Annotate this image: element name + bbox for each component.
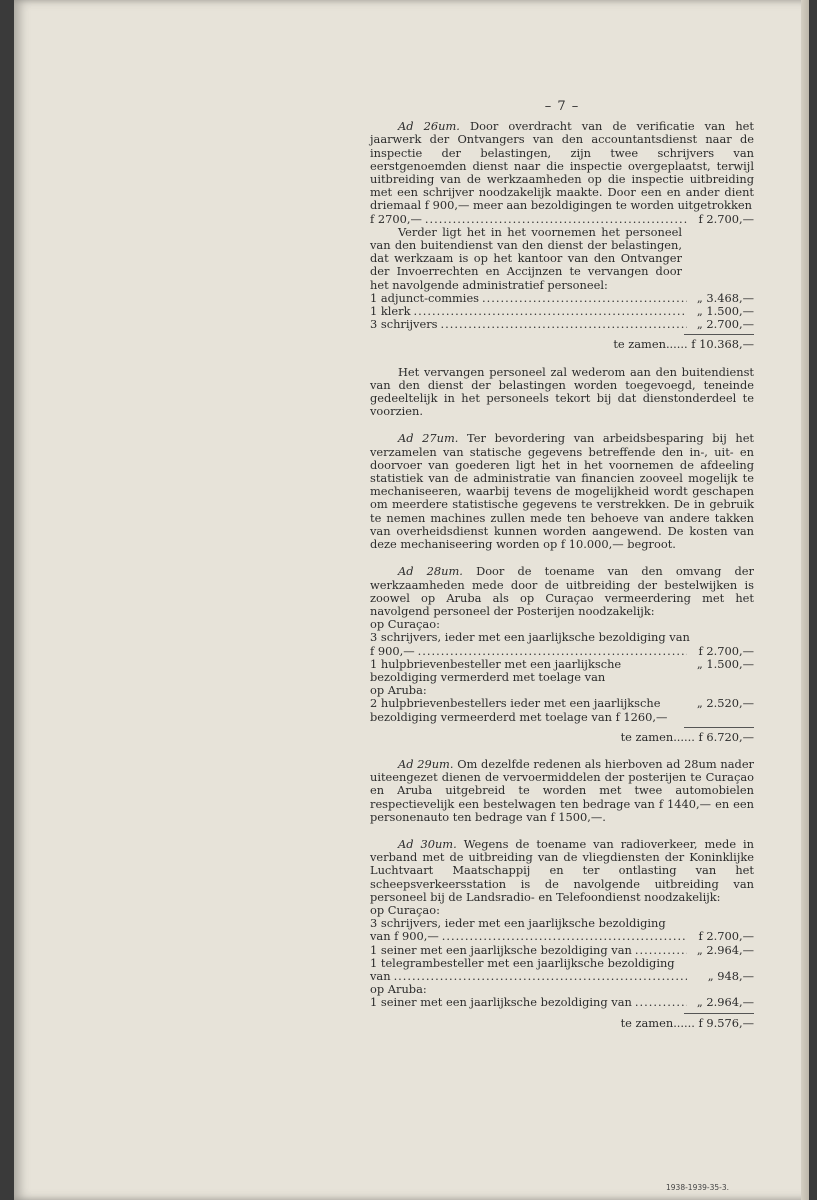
staff-list: [370, 292, 754, 332]
paragraph-29: Ad 29um. Om dezelfde redenen als hierboven ad 28um nader uiteengezet dienen de vervoermiddelen der posterijen te Curaçao en Aruba uitgebreid te worden met twee automobielen respectievelijk een bestelwagen ten bedrage van f 1440,— en een personenauto ten bedrage van f 1500,—.: [370, 756, 755, 824]
paragraph-lead: Ad 29um.: [398, 756, 454, 771]
list-item: 1 klerk ..... „ 1.500,—: [370, 305, 754, 318]
page-number: – 7 –: [544, 99, 580, 114]
location-heading: op Aruba:: [370, 982, 427, 997]
amount-line: van f 900,— ..... f 2.700,—: [370, 930, 754, 943]
amount-line: van ..... „ 948,—: [370, 970, 754, 983]
list-item: 1 adjunct-commies ..... „ 3.468,—: [370, 292, 754, 305]
paragraph-30: Ad 30um. Wegens de toename van radioverkeer, mede in verband met de uitbreiding van de vliegdiensten der Koninklijke Luchtvaart Maatschappij en ter ontlasting van het scheepsverkeersstation is de navolgende uitbreiding van personeel bij de Landsradio- en Telefoondienst noodzakelijk:: [370, 836, 755, 904]
list-item: 1 telegrambesteller met een jaarlijksche bezoldiging: [370, 955, 675, 970]
list-item: 3 schrijvers, ieder met een jaarlijksche bezoldiging: [370, 916, 666, 931]
list-item: 3 schrijvers ..... „ 2.700,—: [370, 318, 754, 331]
total-line: te zamen...... f 6.720,—: [620, 729, 754, 744]
paragraph-28: Ad 28um. Door de toename van den omvang der werkzaamheden mede door de uitbreiding der bestelwijken is zoowel op Aruba als op Curaçao vermeerdering met het navolgend personeel der Posterijen noodzakelijk:: [370, 564, 754, 618]
total-line: te zamen...... f 10.368,—: [613, 337, 754, 352]
amount-line: 1 seiner met een jaarlijksche bezoldiging van ..... „ 2.964,—: [370, 944, 754, 957]
location-heading: op Curaçao:: [370, 902, 440, 917]
page-body: [370, 100, 754, 1030]
total-line: te zamen...... f 9.576,—: [620, 1015, 754, 1030]
amount-line: 1 hulpbrievenbesteller met een jaarlijksche bezoldiging vermerderd met toelage van „ 1.500,—: [370, 656, 754, 684]
paragraph-lead: Ad 26um.: [398, 119, 460, 134]
paragraph-lead: Ad 28um.: [398, 564, 463, 579]
paragraph-lead: Ad 27um.: [398, 431, 459, 446]
sum-rule: [684, 727, 754, 728]
paragraph-verder: Verder ligt het in het voornemen het personeel van den buitendienst van den dienst der belastingen, dat werkzaam is op het kantoor van den Ontvanger der Invoerrechten en Accijnzen te vervangen door het navolgende administratief personeel:: [370, 224, 682, 292]
printer-code: 1938-1939-35-3.: [666, 1183, 729, 1192]
paragraph-lead: Ad 30um.: [398, 836, 457, 851]
sum-rule: [684, 334, 754, 335]
amount-line: f 2700,— ..... f 2.700,—: [370, 213, 754, 226]
document-page: [14, 0, 809, 1200]
sum-rule: [684, 1013, 754, 1014]
page-edge: [801, 0, 809, 1200]
location-heading: op Aruba:: [370, 683, 427, 698]
paragraph-26: Ad 26um. Door overdracht van de verificatie van het jaarwerk der Ontvangers van den accountantsdienst naar de inspectie der belastingen, zijn twee schrijvers van eerstgenoemden dienst naar die inspectie overgeplaatst, terwijl uitbreiding van de werkzaamheden op die inspectie uitbreiding met een schrijver noodzakelijk maakte. Door een en ander dient driemaal f 900,— meer aan bezoldigingen te worden uitgetrokken: [370, 119, 755, 213]
paragraph-27: Ad 27um. Ter bevordering van arbeidsbesparing bij het verzamelen van statische gegevens betreffende den in-, uit- en doorvoer van goederen ligt het in het voornemen de afdeeling statistiek van de administratie van financien zooveel mogelijk te mechaniseeren, waarbij tevens de mogelijkheid wordt geschapen om meerdere statistische gegevens te verstrekken. De in gebruik te nemen machines zullen mede ten behoeve van andere takken van overheidsdienst kunnen worden aangewend. De kosten van deze mechaniseering worden op f 10.000,— begroot.: [370, 431, 755, 552]
list-item: 3 schrijvers, ieder met een jaarlijksche bezoldiging van: [370, 630, 690, 645]
paragraph-vervangen: Het vervangen personeel zal wederom aan den buitendienst van den dienst der belastingen worden toegevoegd, teneinde gedeeltelijk in het personeels tekort bij dat dienstonderdeel te voorzien.: [370, 364, 754, 419]
amount-line: 2 hulpbrievenbestellers ieder met een jaarlijksche bezoldiging vermeerderd met toelage van f 1260,— „ 2.520,—: [370, 696, 754, 724]
amount-line: 1 seiner met een jaarlijksche bezoldiging van ..... „ 2.964,—: [370, 996, 754, 1009]
amount-line: f 900,— ..... f 2.700,—: [370, 645, 754, 658]
location-heading: op Curaçao:: [370, 617, 440, 632]
